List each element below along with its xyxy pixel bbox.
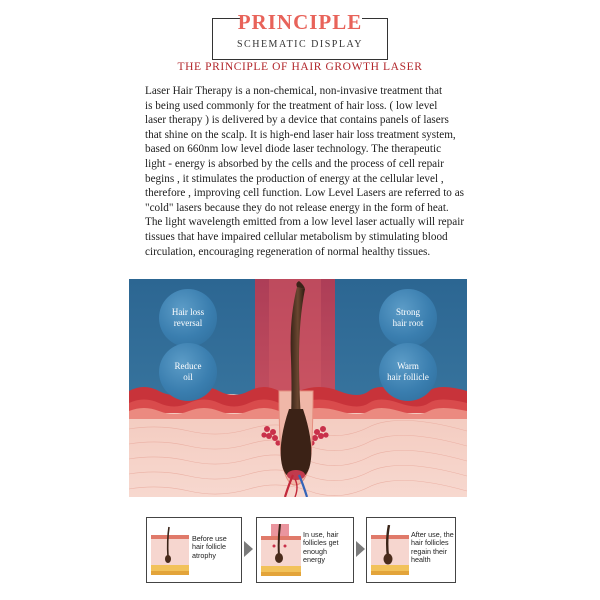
step-caption-line: hair follicle <box>192 542 226 552</box>
step-arrow-icon <box>244 541 253 557</box>
benefit-bubble-reduce-oil <box>159 343 217 401</box>
step-caption-line: regain their <box>411 546 447 556</box>
body-paragraph <box>145 84 465 259</box>
body-line: light - energy is absorbed by the cells and the process of cell repair <box>145 157 444 170</box>
step-caption-line: After use, the <box>411 530 454 539</box>
bubble-label: Warm <box>397 361 419 371</box>
body-line: The light wavelength emitted from a low level laser actually will repair <box>145 216 465 229</box>
step-before-use <box>146 517 242 583</box>
benefit-bubble-strong-hair-root <box>379 289 437 347</box>
bubble-label: hair follicle <box>387 372 429 382</box>
body-line: is being used commonly for the treatment of hair loss. ( low level <box>145 99 438 112</box>
bubble-label: Hair loss <box>171 307 205 317</box>
body-line: tissues that have impaired cellular metabolism by stimulating blood <box>145 230 448 243</box>
bubble-label: Reduce <box>174 361 202 371</box>
body-line: circulation, encouraging regeneration of normal healthy tissues. <box>145 245 431 258</box>
body-line: begins , it stimulates the production of energy at the cellular level , <box>145 172 444 185</box>
bubble-label: hair root <box>392 318 424 328</box>
section-heading: THE PRINCIPLE OF HAIR GROWTH LASER <box>177 61 423 73</box>
follicle-atrophy-icon <box>151 525 189 575</box>
benefit-bubble-warm-hair-follicle <box>379 343 437 401</box>
step-in-use <box>256 517 354 583</box>
bubble-label: reversal <box>173 318 203 328</box>
body-line: "cold" lasers because they do not release energy in the form of heat. <box>145 201 449 214</box>
step-caption <box>411 531 454 564</box>
step-caption <box>303 531 339 564</box>
step-caption-line: atrophy <box>192 550 216 560</box>
step-caption-line: enough <box>303 546 327 556</box>
header-box <box>212 12 388 52</box>
body-line: that shine on the scalp. It is high-end laser hair loss treatment system, <box>145 128 456 141</box>
step-caption-line: health <box>411 554 431 564</box>
benefit-bubble-hair-loss-reversal <box>159 289 217 347</box>
step-arrow-icon <box>356 541 365 557</box>
page-subtitle: SCHEMATIC DISPLAY <box>237 39 363 50</box>
step-caption-line: Before use <box>192 534 227 543</box>
step-caption-line: hair follicles <box>411 538 449 548</box>
bubble-label: Strong <box>395 307 420 317</box>
bubble-label: oil <box>183 372 193 382</box>
body-line: laser therapy ) is delivered by a device that contains panels of lasers <box>145 114 449 127</box>
body-line: therefore , improving cell function. Low Level Lasers are referred to as <box>145 187 465 200</box>
hair-follicle-diagram <box>129 279 467 497</box>
step-caption-line: In use, hair <box>303 530 339 539</box>
follicle-energy-icon <box>261 524 301 576</box>
body-line: based on 660nm low level diode laser technology. The therapeutic <box>145 143 442 156</box>
healthy-follicle-icon <box>371 525 409 575</box>
page-title: PRINCIPLE <box>237 10 363 34</box>
step-after-use <box>366 517 456 583</box>
step-caption <box>192 535 227 560</box>
step-caption-line: energy <box>303 554 325 564</box>
step-caption-line: follicles get <box>303 538 339 548</box>
body-line: Laser Hair Therapy is a non-chemical, non-invasive treatment that <box>145 85 443 97</box>
